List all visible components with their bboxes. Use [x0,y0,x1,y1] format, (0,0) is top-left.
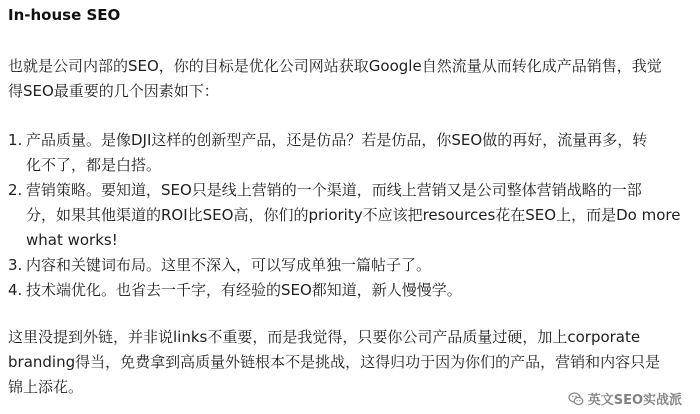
list-item [8,178,692,253]
list-number: 3. [8,256,23,274]
article-heading: In-house SEO [8,6,121,24]
watermark-text: 英文SEO实战派 [587,393,682,408]
watermark [568,389,682,408]
closing-line: 锦上添花。 [8,378,84,396]
list-number: 2. [8,181,23,199]
list-item [8,128,692,178]
list-item-line: 分，如果其他渠道的ROI比SEO高，你们的priority不应该把resources花在SEO上，而是Do more [26,206,681,224]
closing-line: 这里没提到外链，并非说links不重要，而是我觉得，只要你公司产品质量过硬，加上corporate [8,328,641,346]
list-number: 1. [8,131,23,149]
list-item-line: 化不了，都是白搭。 [26,156,162,174]
intro-line: 得SEO最重要的几个因素如下： [8,82,219,100]
list-item-line: what works! [26,231,118,249]
factor-list [8,128,692,303]
list-number: 4. [8,281,23,299]
list-item-line: 营销策略。要知道，SEO只是线上营销的一个渠道，而线上营销又是公司整体营销战略的一部 [26,181,642,199]
wechat-icon [568,391,584,407]
list-item [8,253,692,278]
closing-line: branding得当，免费拿到高质量外链根本不是挑战，这得归功于因为你们的产品，营销和内容只是 [8,353,661,371]
list-item-line: 内容和关键词布局。这里不深入，可以写成单独一篇帖子了。 [26,256,432,274]
list-item-line: 技术端优化。也省去一千字，有经验的SEO都知道，新人慢慢学。 [26,281,462,299]
intro-paragraph [8,54,692,104]
intro-line: 也就是公司内部的SEO，你的目标是优化公司网站获取Google自然流量从而转化成产品销售，我觉 [8,57,662,75]
list-item [8,278,692,303]
list-item-line: 产品质量。是像DJI这样的创新型产品，还是仿品？若是仿品，你SEO做的再好，流量再多，转 [26,131,648,149]
